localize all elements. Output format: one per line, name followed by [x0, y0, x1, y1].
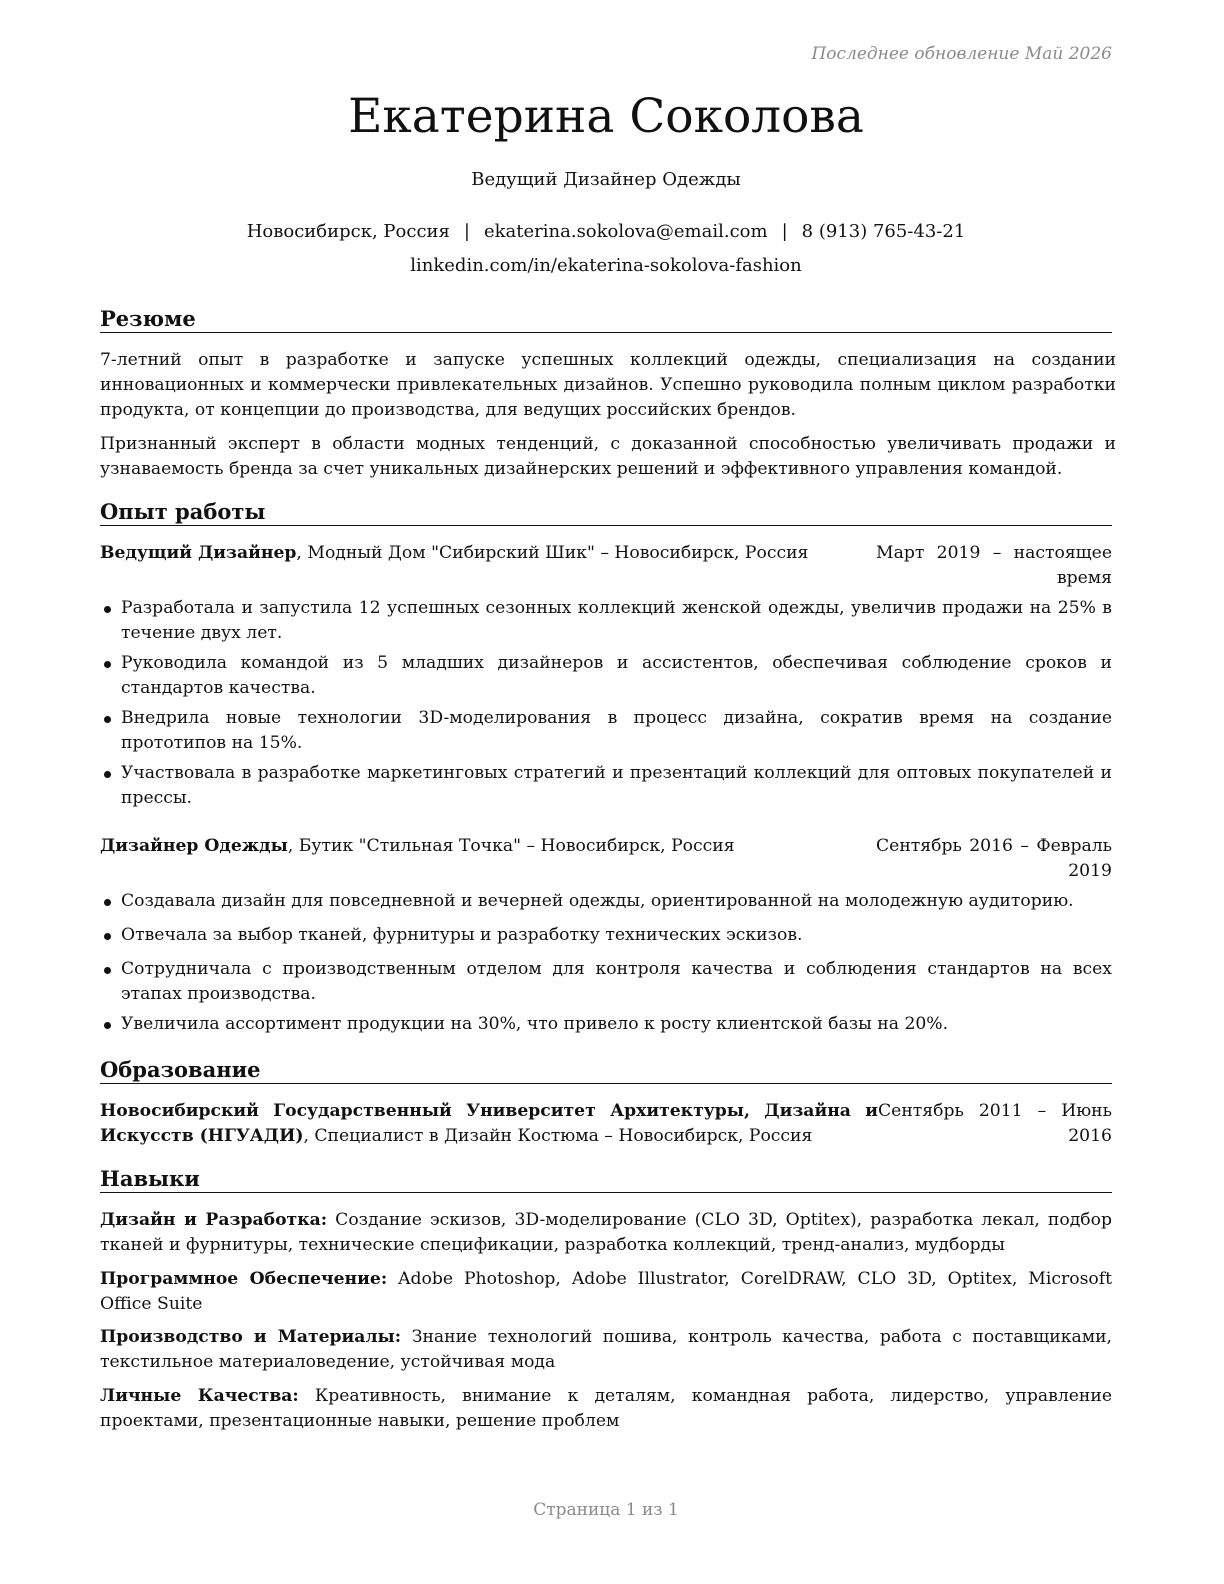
- skill-row: [100, 1267, 1112, 1317]
- list-item: Участвовала в разработке маркетинговых стратегий и презентаций коллекций для оптовых покупателей и прессы.: [100, 761, 1112, 811]
- job-header: [100, 834, 1112, 884]
- job-position: [100, 541, 880, 566]
- bullet-icon: [104, 899, 111, 906]
- list-item: Внедрила новые технологии 3D-моделирования в процесс дизайна, сократив время на создание прототипов на 15%.: [100, 706, 1112, 756]
- skill-label: Личные Качества:: [100, 1386, 299, 1406]
- section-heading-summary: Резюме: [100, 306, 1112, 333]
- contact-separator: |: [781, 221, 788, 242]
- bullet-icon: [104, 933, 111, 940]
- job-bullets: [100, 596, 1112, 816]
- summary-paragraph: Признанный эксперт в области модных тенденций, с доказанной способностью увеличивать продажи и узнаваемость бренда за счет уникальных дизайнерских решений и эффективного управления командой.: [100, 434, 1116, 479]
- job-employer: , Модный Дом "Сибирский Шик" – Новосибирск, Россия: [296, 543, 809, 563]
- list-item: Сотрудничала с производственным отделом для контроля качества и соблюдения стандартов на всех этапах производства.: [100, 957, 1112, 1007]
- resume-page: [100, 0, 1116, 1584]
- skill-text: Adobe Photoshop, Adobe Illustrator, CorelDRAW, CLO 3D, Optitex, Microsoft Office Suite: [100, 1269, 1113, 1314]
- contact-email[interactable]: ekaterina.sokolova@email.com: [483, 221, 768, 242]
- list-item: Создавала дизайн для повседневной и вечерней одежды, ориентированной на молодежную аудиторию.: [100, 889, 1112, 914]
- bullet-icon: [104, 661, 111, 668]
- last-updated: Последнее обновление Май 2026: [811, 44, 1112, 64]
- skill-label: Производство и Материалы:: [100, 1327, 402, 1347]
- job-position: [100, 834, 880, 859]
- education-details: , Специалист в Дизайн Костюма – Новосибирск, Россия: [303, 1126, 813, 1146]
- candidate-name: Екатерина Соколова: [348, 89, 864, 144]
- skill-row: [100, 1325, 1112, 1375]
- list-item: Разработала и запустила 12 успешных сезонных коллекций женской одежды, увеличив продажи на 25% в течение двух лет.: [100, 596, 1112, 646]
- section-heading-experience: Опыт работы: [100, 499, 1112, 526]
- contact-linkedin[interactable]: linkedin.com/in/ekaterina-sokolova-fashion: [410, 255, 802, 276]
- job-role: Дизайнер Одежды: [100, 836, 288, 856]
- bullet-icon: [104, 967, 111, 974]
- list-item: Увеличила ассортимент продукции на 30%, что привело к росту клиентской базы на 20%.: [100, 1012, 1112, 1037]
- section-heading-education: Образование: [100, 1057, 1112, 1084]
- skill-row: [100, 1208, 1112, 1258]
- page-number: Страница 1 из 1: [533, 1500, 679, 1520]
- summary-paragraph: 7-летний опыт в разработке и запуске успешных коллекций одежды, специализация на создании инновационных и коммерчески привлекательных дизайнов. Успешно руководила полным циклом разработки продукта, от концепции до производства, для ведущих российских брендов.: [100, 350, 1116, 420]
- education-institution: [100, 1099, 878, 1149]
- skill-label: Программное Обеспечение:: [100, 1269, 388, 1289]
- job-header: [100, 541, 1112, 591]
- section-heading-skills: Навыки: [100, 1166, 1112, 1193]
- bullet-icon: [104, 716, 111, 723]
- contact-separator: |: [463, 221, 470, 242]
- skill-text: Креативность, внимание к деталям, командная работа, лидерство, управление проектами, презентационные навыки, решение проблем: [100, 1386, 1112, 1431]
- bullet-icon: [104, 606, 111, 613]
- education-entry: [100, 1099, 1112, 1149]
- contact-phone[interactable]: 8 (913) 765-43-21: [801, 221, 966, 242]
- list-item: Руководила командой из 5 младших дизайнеров и ассистентов, обеспечивая соблюдение сроков и стандартов качества.: [100, 651, 1112, 701]
- candidate-title: Ведущий Дизайнер Одежды: [471, 169, 741, 190]
- education-dates: Сентябрь 2011 – Июнь 2016: [878, 1101, 1112, 1146]
- job-role: Ведущий Дизайнер: [100, 543, 297, 563]
- skill-text: Знание технологий пошива, контроль качества, работа с поставщиками, текстильное материаловедение, устойчивая мода: [100, 1327, 1112, 1372]
- skill-text: Создание эскизов, 3D-моделирование (CLO 3D, Optitex), разработка лекал, подбор тканей и фурнитуры, технические спецификации, разработка коллекций, тренд-анализ, мудборды: [100, 1210, 1112, 1255]
- skill-label: Дизайн и Разработка:: [100, 1210, 328, 1230]
- list-item: Отвечала за выбор тканей, фурнитуры и разработку технических эскизов.: [100, 923, 1112, 948]
- job-dates: Сентябрь 2016 – Февраль 2019: [876, 836, 1112, 881]
- bullet-icon: [104, 771, 111, 778]
- job-dates: Март 2019 – настоящее время: [876, 543, 1112, 588]
- contact-line: [100, 219, 1112, 244]
- education-school: Новосибирский Государственный Университет Архитектуры, Дизайна и Искусств (НГУАДИ): [100, 1101, 878, 1146]
- bullet-icon: [104, 1022, 111, 1029]
- job-employer: , Бутик "Стильная Точка" – Новосибирск, Россия: [287, 836, 735, 856]
- job-bullets: [100, 889, 1112, 1042]
- skill-row: [100, 1384, 1112, 1434]
- contact-location: Новосибирск, Россия: [246, 221, 450, 242]
